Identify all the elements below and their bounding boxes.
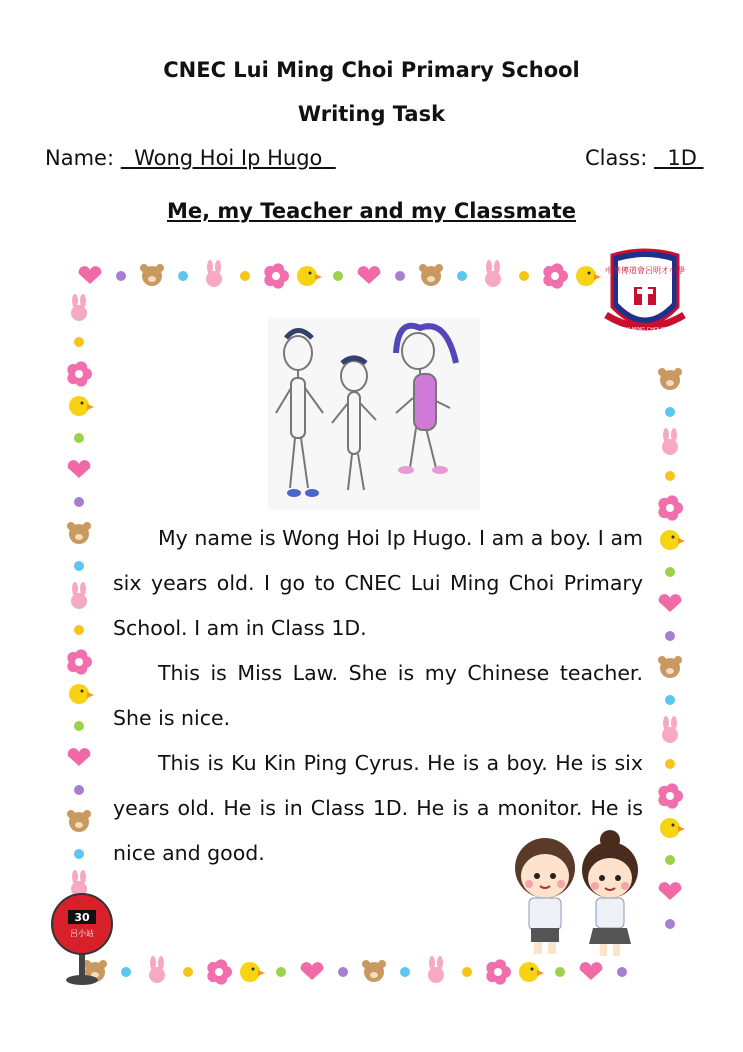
duck-icon [240,962,265,982]
duck-icon [69,396,94,416]
heart-icon [358,266,381,284]
flower-icon [67,649,92,674]
dot-yellow-icon [74,337,84,347]
topic-title: Me, my Teacher and my Classmate [166,199,577,223]
dot-green-icon [665,855,675,865]
duck-icon [69,684,94,704]
bunny-icon [206,260,222,287]
dot-purple-icon [665,631,675,641]
duck-icon [297,266,322,286]
bear-icon [419,264,443,286]
dot-yellow-icon [519,271,529,281]
dot-yellow-icon [183,967,193,977]
dot-yellow-icon [74,625,84,635]
dot-blue-icon [121,967,131,977]
dot-yellow-icon [665,759,675,769]
bus-stop-label: 呂小站 [70,929,94,938]
cartoon-children [505,828,655,958]
dot-purple-icon [116,271,126,281]
dot-purple-icon [617,967,627,977]
duck-icon [660,818,685,838]
flower-icon [543,263,568,288]
dot-green-icon [74,721,84,731]
essay-body [113,516,643,876]
dot-blue-icon [74,561,84,571]
dot-yellow-icon [462,967,472,977]
dot-purple-icon [338,967,348,977]
class-label: Class: [585,146,648,170]
dot-green-icon [665,567,675,577]
flower-icon [486,959,511,984]
dot-purple-icon [74,785,84,795]
dot-purple-icon [395,271,405,281]
duck-icon [576,266,601,286]
heart-icon [659,882,682,900]
bunny-icon [662,716,678,743]
child-drawing [268,318,480,510]
dot-blue-icon [665,695,675,705]
bunny-icon [71,582,87,609]
name-value: Wong Hoi Ip Hugo [134,146,323,170]
name-label: Name: [45,146,115,170]
bunny-icon [71,294,87,321]
essay-paragraph: This is Miss Law. She is my Chinese teacher. She is nice. [113,661,643,730]
bus-stop-sign [48,892,116,987]
flower-icon [264,263,289,288]
bunny-icon [662,428,678,455]
school-logo [604,247,686,345]
dot-blue-icon [400,967,410,977]
heart-icon [68,460,91,478]
bear-icon [658,368,682,390]
bear-icon [67,522,91,544]
heart-icon [68,748,91,766]
dot-yellow-icon [240,271,250,281]
heart-icon [79,266,102,284]
dot-blue-icon [665,407,675,417]
dot-green-icon [74,433,84,443]
dot-green-icon [333,271,343,281]
bus-stop-number: 30 [74,911,90,924]
bear-icon [658,656,682,678]
dot-green-icon [276,967,286,977]
essay-paragraph: This is Ku Kin Ping Cyrus. He is a boy. He is six years old. He is in Class 1D. He is a monitor. He is nice and good. [113,751,643,865]
dot-blue-icon [457,271,467,281]
essay-paragraph: My name is Wong Hoi Ip Hugo. I am a boy. I am six years old. I go to CNEC Lui Ming Choi Primary School. I am in Class 1D. [113,526,643,640]
school-title: CNEC Lui Ming Choi Primary School [163,58,580,82]
dot-purple-icon [665,919,675,929]
heart-icon [301,962,324,980]
bear-icon [362,960,386,982]
bear-icon [140,264,164,286]
bunny-icon [485,260,501,287]
flower-icon [658,495,683,520]
heart-icon [659,594,682,612]
flower-icon [658,783,683,808]
class-field [585,146,704,170]
bunny-icon [428,956,444,983]
dot-blue-icon [74,849,84,859]
dot-blue-icon [178,271,188,281]
task-title: Writing Task [297,102,446,126]
flower-icon [207,959,232,984]
logo-english-text: CNEC LUI MING CHOI PRIMARY [607,327,683,333]
dot-purple-icon [74,497,84,507]
duck-icon [660,530,685,550]
class-value: 1D [667,146,697,170]
dot-green-icon [555,967,565,977]
bear-icon [67,810,91,832]
logo-chinese-text: 中華傳道會呂明才小學 [605,266,685,275]
bunny-icon [149,956,165,983]
dot-yellow-icon [665,471,675,481]
flower-icon [67,361,92,386]
heart-icon [580,962,603,980]
duck-icon [519,962,544,982]
name-field [45,146,336,170]
